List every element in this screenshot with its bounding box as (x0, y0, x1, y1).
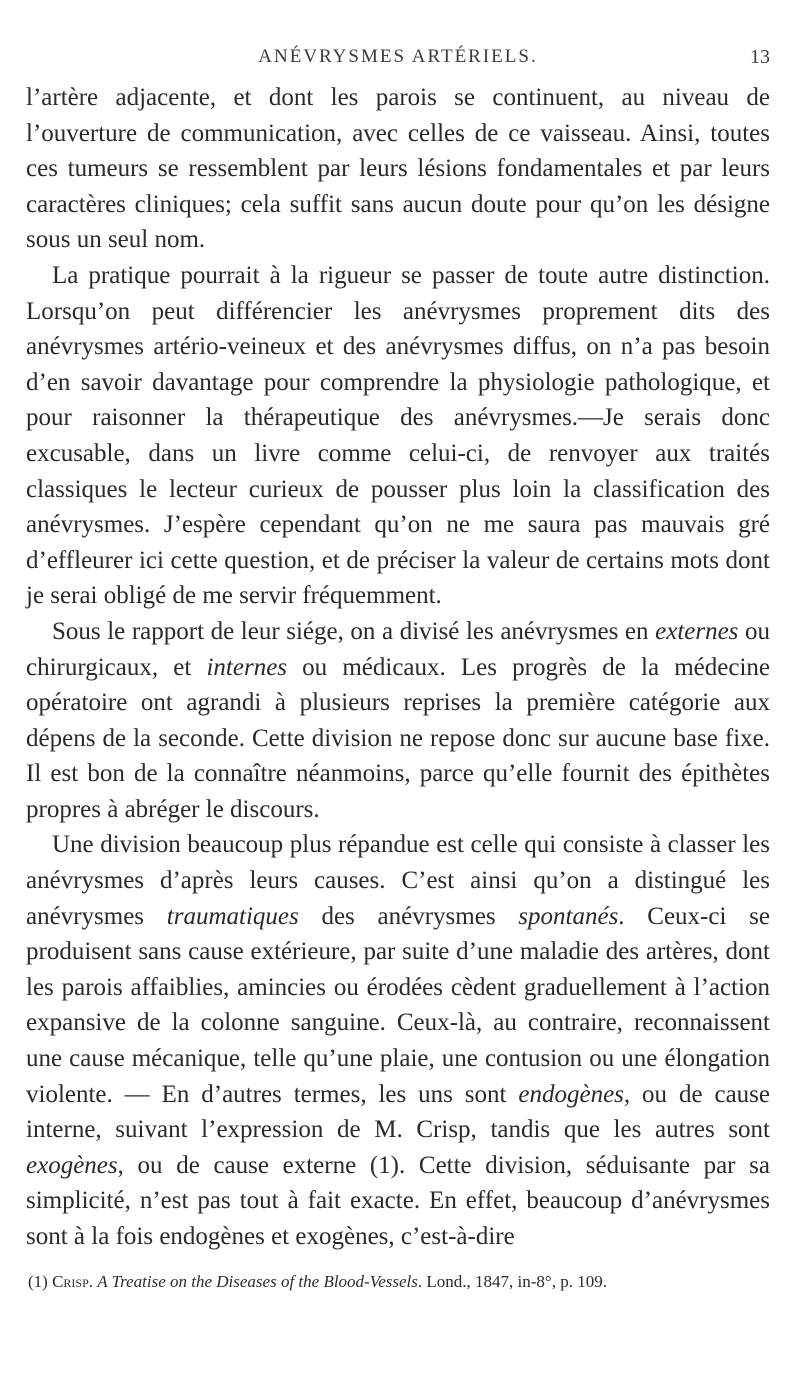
footnote-title: A Treatise on the Diseases of the Blood-Vessels (97, 1271, 418, 1291)
footnote: (1) Crisp. A Treatise on the Diseases of the Blood-Vessels. Lond., 1847, in-8°, p. 109. (28, 1271, 607, 1291)
term-internes: internes (206, 653, 288, 681)
term-traumatiques: traumatiques (166, 902, 299, 930)
term-exogenes: exogènes (26, 1151, 118, 1179)
paragraph-4: Une division beaucoup plus répandue est celle qui consiste à classer les anévrysmes d’après leurs causes. C’est ainsi qu’on a distingué les anévrysmes traumatiques des anévrysmes spontanés. Ceux-ci se produisent sans cause extérieure, par suite d’une maladie des artères, dont les parois affaiblies, amincies ou érodées cèdent graduellement à l’action expansive de la colonne sanguine. Ceux-là, au contraire, reconnaissent une cause mécanique, telle qu’une plaie, une contusion ou une élongation violente. — En d’autres termes, les uns sont endogènes, ou de cause interne, suivant l’expression de M. Crisp, tandis que les autres sont exogènes, ou de cause externe (1). Cette division, séduisante par sa simplicité, n’est pas tout à fait exacte. En effet, beaucoup d’anévrysmes sont à la fois endogènes et exogènes, c’est-à-dire (26, 831, 770, 1250)
running-title: ANÉVRYSMES ARTÉRIELS. (258, 46, 538, 67)
paragraph-1: l’artère adjacente, et dont les parois se continuent, au niveau de l’ouverture de communication, avec celles de ce vaisseau. Ainsi, toutes ces tumeurs se ressemblent par leurs lésions fondamentales et par leurs caractères cliniques; cela suffit sans aucun doute pour qu’on les désigne sous un seul nom. (26, 84, 770, 254)
paragraph-2: La pratique pourrait à la rigueur se passer de toute autre distinction. Lorsqu’on peut différencier les anévrysmes proprement dits des anévrysmes artério-veineux et des anévrysmes diffus, on n’a pas besoin d’en savoir davantage pour comprendre la physiologie pathologique, et pour raisonner la thérapeutique des anévrysmes.—Je serais donc excusable, dans un livre comme celui-ci, de renvoyer aux traités classiques le lecteur curieux de pousser plus loin la classification des anévrysmes. J’espère cependant qu’on ne me saura pas mauvais gré d’effleurer ici cette question, et de préciser la valeur de certains mots dont je serai obligé de me servir fréquemment. (26, 261, 770, 610)
body-text (26, 80, 770, 1255)
paragraph-3: Sous le rapport de leur siége, on a divisé les anévrysmes en externes ou chirurgicaux, et internes ou médicaux. Les progrès de la médecine opératoire ont agrandi à plusieurs reprises la première catégorie aux dépens de la seconde. Cette division ne repose donc sur aucune base fixe. Il est bon de la connaître néanmoins, parce qu’elle fournit des épithètes propres à abréger le discours. (26, 617, 771, 823)
term-endogenes: endogènes (518, 1080, 624, 1108)
footnote-author: Crisp (52, 1271, 89, 1291)
running-header (26, 46, 770, 80)
term-externes: externes (655, 617, 739, 645)
page-number: 13 (750, 46, 770, 68)
term-spontanes: spontanés (518, 902, 619, 930)
